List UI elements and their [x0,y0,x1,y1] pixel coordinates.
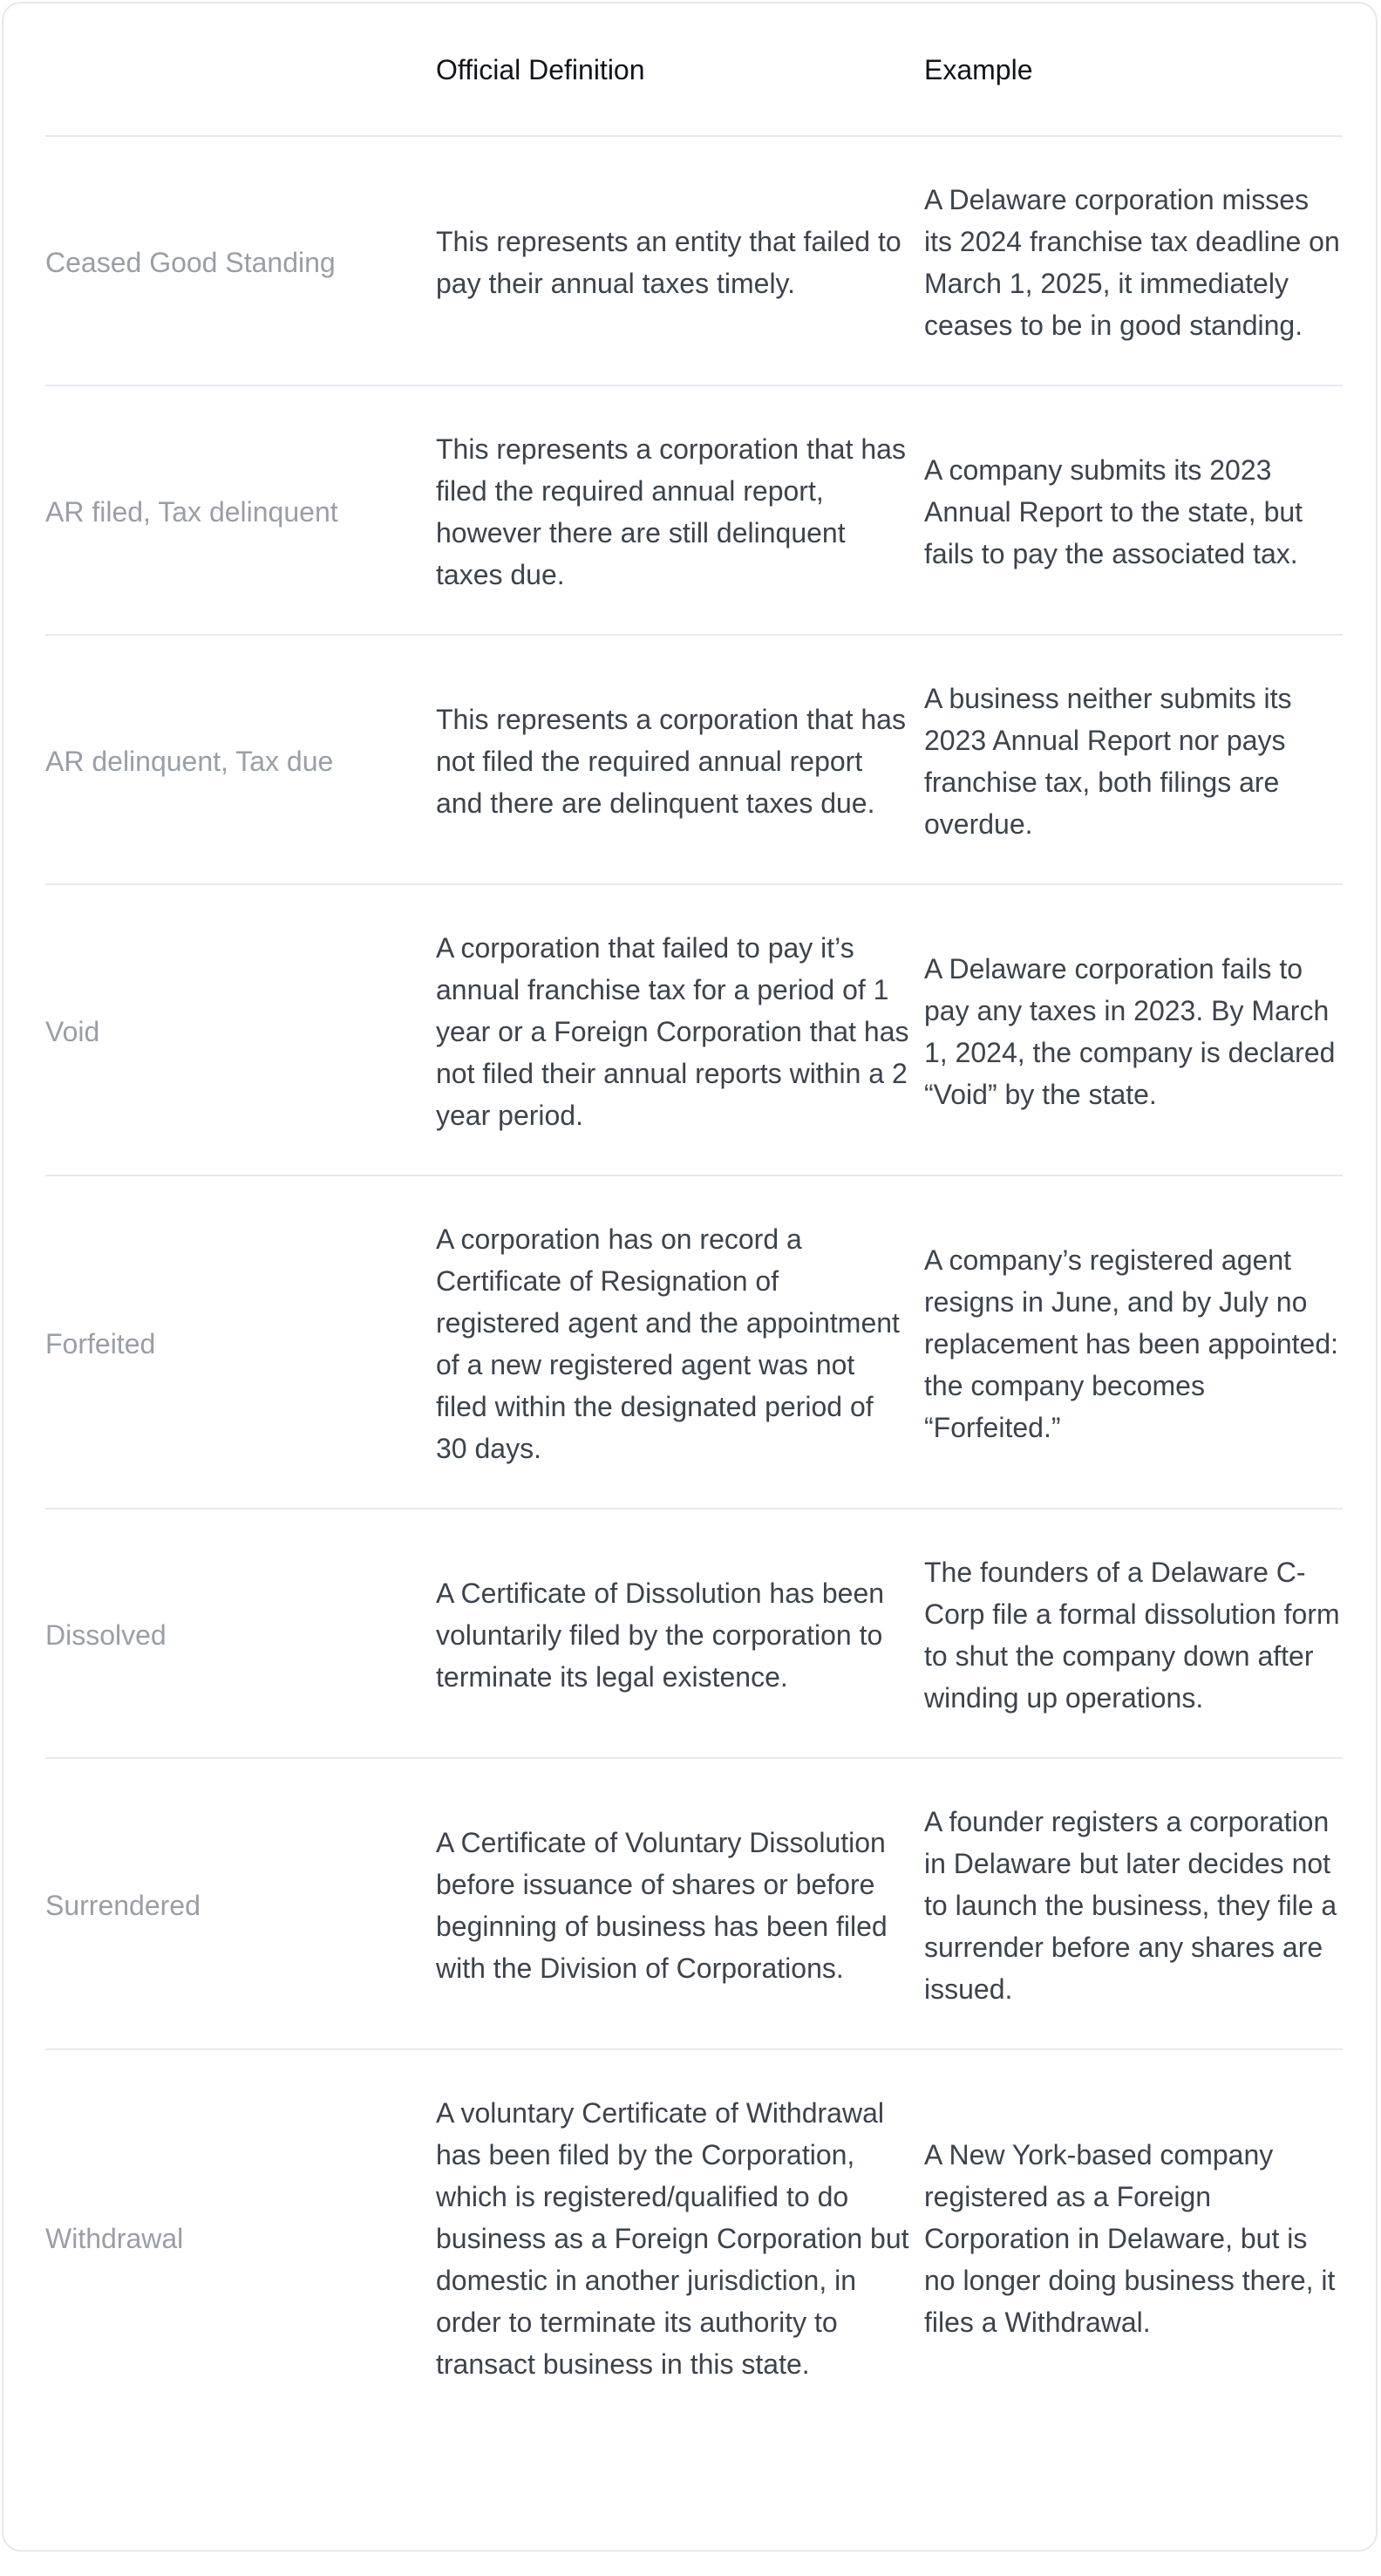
status-term: Void [45,1016,100,1047]
table-row [45,885,1343,1176]
status-example: A Delaware corporation misses its 2024 franchise tax deadline on March 1, 2025, it immediately ceases to be in good standing. [924,184,1340,341]
table-row [45,1759,1343,2050]
status-term: AR delinquent, Tax due [45,746,334,777]
status-example: A company’s registered agent resigns in June, and by July no replacement has been appointed: the company becomes “Forfeited.” [924,1244,1339,1443]
status-definition: This represents a corporation that has not filed the required annual report and there are delinquent taxes due. [436,704,906,819]
table-row [45,386,1343,636]
table-row [45,1176,1343,1509]
status-definition: This represents a corporation that has filed the required annual report, however there are still delinquent taxes due. [436,433,906,590]
table-row [45,2050,1343,2423]
status-definition: This represents an entity that failed to pay their annual taxes timely. [436,226,901,299]
header-example: Example [924,53,1033,85]
table-row [45,1509,1343,1759]
status-term: Forfeited [45,1328,156,1360]
status-example: A Delaware corporation fails to pay any taxes in 2023. By March 1, 2024, the company is declared “Void” by the state. [924,953,1336,1110]
status-term: AR filed, Tax delinquent [45,496,338,528]
status-term: Dissolved [45,1619,167,1651]
status-definition: A corporation has on record a Certificate of Resignation of registered agent and the appointment of a new registered agent was not filed within the designated period of 30 days. [436,1223,900,1464]
table-header-row [45,3,1343,137]
table-row [45,636,1343,885]
status-example: A business neither submits its 2023 Annual Report nor pays franchise tax, both filings are overdue. [924,683,1292,840]
status-definition: A Certificate of Dissolution has been voluntarily filed by the corporation to terminate its legal existence. [436,1578,885,1693]
status-term: Surrendered [45,1890,201,1921]
header-official-definition: Official Definition [436,53,645,85]
status-definitions-card [2,2,1378,2552]
status-definition: A corporation that failed to pay it’s annual franchise tax for a period of 1 year or a Foreign Corporation that has not filed their annual reports within a 2 year period. [436,932,909,1131]
status-example: A founder registers a corporation in Delaware but later decides not to launch the business, they file a surrender before any shares are issued. [924,1806,1337,2005]
status-definition: A voluntary Certificate of Withdrawal has been filed by the Corporation, which is registered/qualified to do business as a Foreign Corporation but domestic in another jurisdiction, in order to terminate its authority to transact business in this state. [436,2097,909,2380]
table-row [45,137,1343,386]
status-term: Ceased Good Standing [45,247,336,278]
status-definition: A Certificate of Voluntary Dissolution before issuance of shares or before beginning of business has been filed with the Division of Corporations. [436,1827,888,1984]
status-example: A company submits its 2023 Annual Report to the state, but fails to pay the associated tax. [924,454,1303,569]
status-definitions-table [45,3,1343,2423]
status-example: The founders of a Delaware C-Corp file a formal dissolution form to shut the company down after winding up operations. [924,1557,1340,1714]
status-term: Withdrawal [45,2223,184,2254]
status-example: A New York-based company registered as a Foreign Corporation in Delaware, but is no longer doing business there, it files a Withdrawal. [924,2139,1336,2338]
